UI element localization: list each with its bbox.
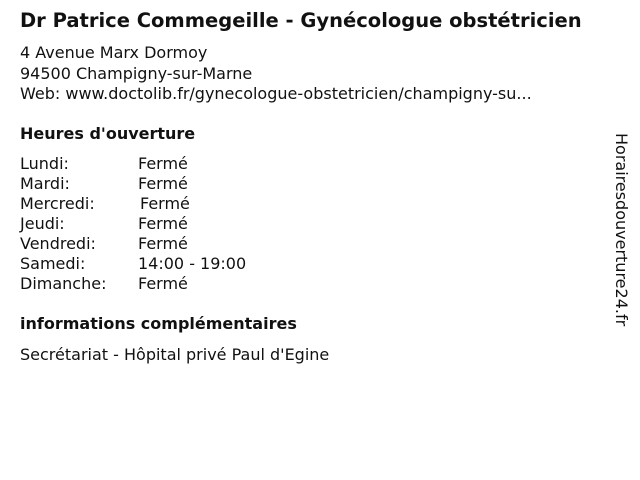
hours-value: Fermé <box>138 274 188 293</box>
opening-hours-heading: Heures d'ouverture <box>20 124 196 143</box>
hours-day-label: Mercredi: <box>20 194 95 213</box>
additional-info-heading: informations complémentaires <box>20 314 297 333</box>
address-street: 4 Avenue Marx Dormoy <box>20 43 208 62</box>
hours-day-label: Vendredi: <box>20 234 96 253</box>
address-city: 94500 Champigny-sur-Marne <box>20 63 253 83</box>
hours-day-label: Mardi: <box>20 174 70 193</box>
hours-value: Fermé <box>138 234 188 253</box>
hours-day-label: Lundi: <box>20 154 69 173</box>
hours-value: Fermé <box>138 154 188 173</box>
hours-value: Fermé <box>138 214 188 233</box>
site-watermark: Horairesdouverture24.fr <box>612 133 631 327</box>
website-link[interactable]: www.doctolib.fr/gynecologue-obstetricien/champigny-su... <box>65 84 532 103</box>
hours-value: Fermé <box>138 174 188 193</box>
website-label: Web: <box>20 84 61 103</box>
hours-day-label: Samedi: <box>20 254 86 273</box>
hours-value: Fermé <box>140 194 190 213</box>
hours-value: 14:00 - 19:00 <box>138 254 247 273</box>
website-line <box>20 84 532 105</box>
hours-day-label: Jeudi: <box>20 214 65 233</box>
hours-day-label: Dimanche: <box>20 274 107 293</box>
additional-info-text: Secrétariat - Hôpital privé Paul d'Egine <box>20 345 330 364</box>
page-title: Dr Patrice Commegeille - Gynécologue obstétricien <box>20 9 582 32</box>
address-block <box>20 43 532 105</box>
